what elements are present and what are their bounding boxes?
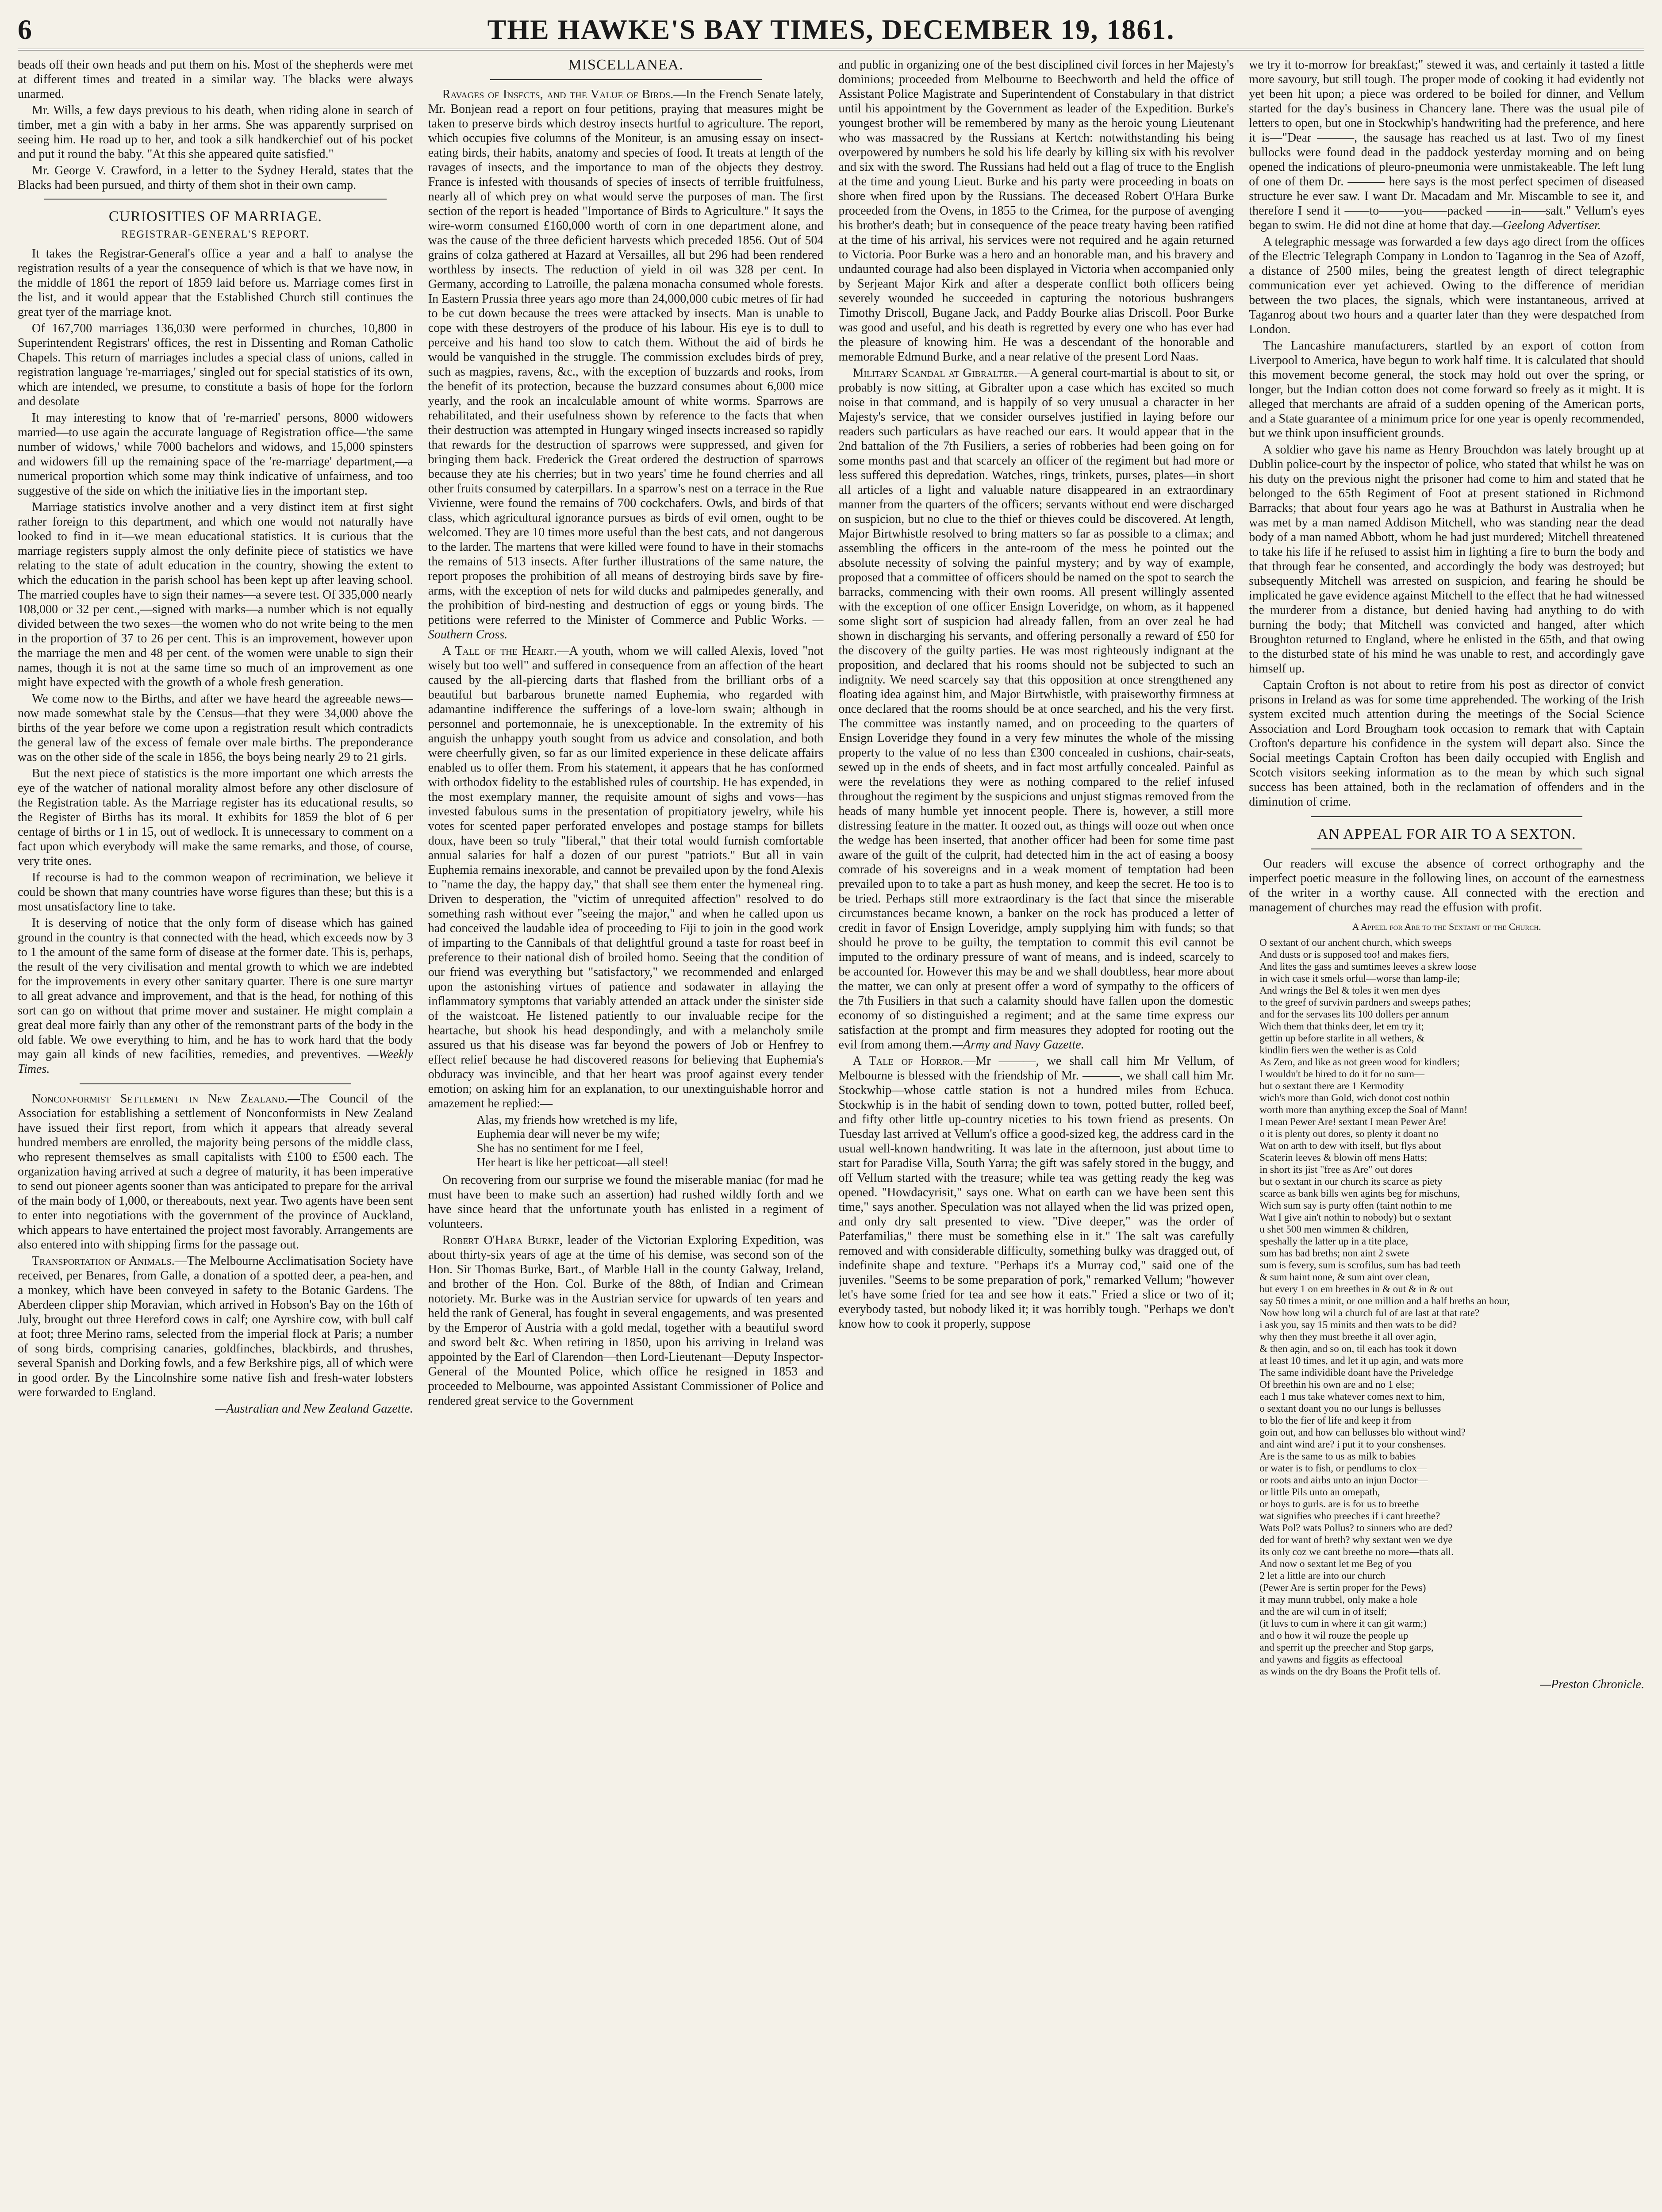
poem-line: o it is plenty out dores, so plenty it doant no: [1259, 1128, 1439, 1139]
article-paragraph: Captain Crofton is not about to retire from his post as director of convict prisons in Ireland as was for some time apprehended. The working of the Irish system excited much attention during the meetings of the Social Science Association and Lord Brougham took occasion to remark that with Captain Crofton's departure his confidence in the system will depart also. Since the Social meetings Captain Crofton has been daily occupied with English and Scotch visitors seeking information as to the mean by which such signal success has been attained, both in the reclamation of offenders and in the diminution of crime.: [1249, 678, 1644, 809]
source-credit: —Australian and New Zealand Gazette.: [215, 1402, 413, 1416]
poem-line: Wat I give ain't nothin to nobody) but o sextant: [1259, 1212, 1451, 1223]
article-continued-paragraph: beads off their own heads and put them on his. Most of the shepherds were met at different times and treated in a similar way. The blacks were always unarmed.: [18, 58, 413, 101]
article-paragraph: A telegraphic message was forwarded a few days ago direct from the offices of the Electric Telegraph Company in London to Taganrog in the Sea of Azoff, a distance of 2500 miles, being the greatest length of direct telegraphic communication ever yet achieved. Owing to the difference of meridian between the two places, the signals, which were instantaneous, arrived at Taganrog about two hours and a quarter later than they were despatched from London.: [1249, 235, 1644, 336]
poem-line: The same individible doant have the Priveledge: [1259, 1367, 1454, 1378]
divider: [1311, 816, 1582, 817]
poem-line: And now o sextant let me Beg of you: [1259, 1558, 1412, 1569]
source-credit: —Preston Chronicle.: [1540, 1678, 1644, 1691]
poem-line: o sextant doant you no our lungs is bellusses: [1259, 1403, 1441, 1414]
poem-line: (it luvs to cum in where it can git warm;): [1259, 1618, 1427, 1629]
poem-line: Now how long wil a church ful of are last at that rate?: [1259, 1307, 1480, 1318]
poem-line: gettin up before starlite in all wethers, &: [1259, 1033, 1425, 1044]
poem-line: and yawns and figgits as effectooal: [1259, 1654, 1403, 1665]
news-item-title: Robert O'Hara Burke,: [442, 1233, 563, 1247]
poem-line: 2 let a little are into our church: [1259, 1570, 1386, 1581]
news-item: [428, 87, 824, 642]
poem-title: A Appeel for Are to the Sextant of the Church.: [1352, 921, 1541, 932]
news-item-title: A Tale of Horror.: [852, 1054, 963, 1068]
divider: [44, 199, 387, 200]
article-paragraph: The Lancashire manufacturers, startled by an export of cotton from Liverpool to America, have begun to work half time. It is calculated that should this movement become general, the stock may hold out over the spring, or longer, but the Indian cotton does not come forward so freely as it might. It is alleged that merchants are afraid of a sudden opening of the American ports, and a State guarantee of a minimum price for one year is openly recommended, but we think upon insufficient grounds.: [1249, 339, 1644, 440]
article-paragraph: Marriage statistics involve another and a very distinct item at first sight rather foreign to this department, and which one would not naturally have looked to find in it—we mean educational statistics. It is curious that the marriage registers supply almost the only definite piece of statistics we have relating to the state of adult education in the country, showing the extent to which the education in the parish school has been kept up after leaving school. The married couples have to sign their names—a severe test. Of 335,000 nearly 108,000 or 32 per cent.,—signed with marks—a number which is not equally divided between the two sexes—the women who do not write being to the men in the proportion of 37 to 26 per cent. This is an improvement, however upon the marriage the men and 48 per cent. of the women were unable to sign their names, though it is not at the same time so much of an improvement as one might have expected with the growth of a whole fresh generation.: [18, 500, 413, 689]
poem-line: why then they must breethe it all over agin,: [1259, 1331, 1436, 1342]
poem-line: to blo the fier of life and keep it from: [1259, 1415, 1412, 1426]
divider: [490, 79, 762, 80]
news-item: [428, 1233, 824, 1408]
poem-line: Wich them that thinks deer, let em try it;: [1259, 1021, 1424, 1032]
verse-line: Euphemia dear will never be my wife;: [476, 1127, 660, 1141]
poem-line: or roots and airbs unto an injun Doctor—: [1259, 1475, 1428, 1486]
poem-line: Wats Pol? wats Pollus? to sinners who are ded?: [1259, 1522, 1453, 1533]
poem-line: or water is to fish, or pendlums to clox—: [1259, 1463, 1428, 1474]
poem: [1249, 937, 1644, 1677]
news-item-body: —A youth, whom we will called Alexis, loved "not wisely but too well" and suffered in consequence from an affection of the heart caused by the all-piercing darts that flashed from the brilliant orbs of a beautiful but barbarous brunette named Euphemia, who regarded with adamantine indifference the sufferings of a love-lorn swain; although in personnel and portemonnaie, he is unexceptionable. In the extremity of his anguish the unhappy youth sought from us advice and consolation, and both were cheerfully given, so far as our limited experience in these delicate affairs enabled us to offer them. From his statement, it appears that he has conformed with orthodox fidelity to the established rules of courtship. He has expended, in the most exemplary manner, the requisite amount of sighs and vows—has invested fabulous sums in the presentation of propitiatory jewelry, while his votes for scented paper perforated envelopes and postage stamps for billets doux, have been so truly "liberal," that their total would furnish comfortable annual salaries for half a dozen of our purest "patriots." But all in vain Euphemia remains inexorable, and cannot be prevailed upon by the fond Alexis to "name the day, the happy day," that shall see them enter the hymeneal ring. Driven to desperation, the "victim of unrequited affection" resolved to do something rash without ever "seeing the major," and when he called upon us had conceived the laudable idea of proceeding to Fiji to join in the good work of imparting to the Cannibals of that delightful ground a taste for roast beef in preference to their national dish of broiled homo. Seeing that the condition of our friend was everything but "satisfactory," we recommended and enlarged upon the astonishing virtues of patience and sodawater in allaying the inflammatory symptoms that variably attended an attack under the sinister side of the waistcoat. He listened patiently to our invaluable recipe for the heartache, but shook his head despondingly, and with a melancholy smile assured us that his disease was far beyond the powers of Job or Henfrey to effect relief because he had discovered reasons for believing that Euphemia's obduracy was invincible, and that her heart was proof against every tender emotion; on asking him for an explanation, to our unextinguishable horror and amazement he replied:—: [428, 644, 824, 1110]
poem-line: speshally the latter up in a tite place,: [1259, 1236, 1409, 1247]
source-credit: —Army and Navy Gazette.: [952, 1038, 1084, 1052]
poem-line: And dusts or is supposed too! and makes fiers,: [1259, 949, 1449, 960]
divider: [80, 1083, 351, 1084]
news-item-body: —The Melbourne Acclimatisation Society have received, per Benares, from Galle, a donation of a spotted deer, a pea-hen, and a monkey, which have been conveyed in safety to the Botanic Gardens. The Aberdeen clipper ship Moravian, which arrived in Hobson's Bay on the 16th of July, brought out three Hereford cows in calf; one Ayrshire cow, with bull calf at foot; three Merino rams, selected from the imperial flock at Paris; a number of song birds, comprising canaries, goldfinches, blackbirds, and thrushes, several Spanish and Dorking fowls, and a few Berkshire pigs, all of which were in good order. By the Lincolnshire some native fish and fresh-water lobsters were forwarded to England.: [18, 1254, 413, 1399]
poem-line: to the greef of survivin pardners and sweeps pathes;: [1259, 997, 1471, 1008]
news-item-body: —A general court-martial is about to sit, or probably is now sitting, at Gibralter upon a case which has excited so much noise in that command, and is happily of so very unusual a character in her Majesty's service, that we consider ourselves justified in laying before our readers such particulars as have reached our ears. It would appear that in the 2nd battalion of the 7th Fusiliers, a series of robberies had been going on for some months past and that scarcely an officer of the regiment but had more or less suffered this depredation. Watches, rings, trinkets, purses, plates—in short all articles of a light and valuable nature disappeared in an extraordinary manner from the quarters of the officers; servants without end were discharged on suspicion, but no clue to the thief or thieves could be discovered. At length, Major Birtwhistle resolved to bring matters so far as possible to a climax; and assembling the officers in the ante-room of the mess he pointed out the absolute necessity of solving the painful mystery; and by way of example, proposed that a committee of officers should be named on the spot to search the barracks, commencing with their own rooms. All present willingly assented with the exception of one officer Ensign Loveridge, on whom, as it happened some slight sort of suspicion had already fallen, from an over zeal he had shown in discharging his servants, and offering personally a reward of £50 for the discovery of the guilty parties. He was most righteously indignant at the proposition, and declared that his rooms should not be subjected to such an indignity. We need scarcely say that this opposition at once strengthened any floating idea against him, and Major Birtwhistle, with praiseworthy firmness at once declared that the rooms should be at once searched, and his the very first. The committee was instantly named, and on proceeding to the quarters of Ensign Loveridge they found in a very few minutes the whole of the missing property to the value of no less than £300 concealed in cushions, chair-seats, sewed up in the ends of sheets, and in fact most artfully concealed. Painful as were the revelations they were as nothing compared to the relief infused throughout the regiment by the suspicions and unjust stigmas removed from the heads of many humble yet innocent people. There is, however, a still more distressing feature in the matter. It oozed out, as things will ooze out when once the wedge has been inserted, that another officer had been for some time past aware of the guilt of the culprit, had detected him in the act of easing a boosy comrade of his sovereigns and in a weak moment of temptation had been prevailed upon to to take a part as hush money, and keep the secret. He too is to be tried. Perhaps still more extraordinary is the fact that since the miserable circumstances became known, a banker on the rock has produced a letter of credit in favor of Ensign Loveridge, amply supplying him with funds; so that should he prove to be guilty, the temptation to commit this evil cannot be imputed to the ordinary pressure of want of means, and is indeed, scarcely to be accounted for. However this may be and we shall doubtless, hear more about the matter, we can only at present offer a word of sympathy to the officers of the 7th Fusiliers in that such a calamity should have fallen upon the domestic economy of so distinguished a regiment; and at the same time express our satisfaction at the prompt and firm measures they adopted for rooting out the evil from among them.: [838, 366, 1234, 1052]
article-heading-appeal: AN APPEAL FOR AIR TO A SEXTON.: [1317, 826, 1576, 842]
article-paragraph: It takes the Registrar-General's office a year and a half to analyse the registration results of a year the consequence of which is that we have now, in the middle of 1861 the report of 1859 laid before us. Marriage comes first in the list, and it would appear that the Established Church still continues the great tyer of the marriage knot.: [18, 247, 413, 319]
poem-line: wich's more than Gold, wich donot cost nothin: [1259, 1092, 1450, 1103]
poem-line: and the are wil cum in of itself;: [1259, 1606, 1387, 1617]
poem-line: or boys to gurls. are is for us to breethe: [1259, 1498, 1419, 1509]
news-item: [18, 1091, 413, 1252]
source-credit: —Weekly Times.: [18, 1048, 413, 1076]
article-paragraph: On recovering from our surprise we found the miserable maniac (for mad he must have been to make such an assertion) had rushed wildly forth and we have since heard that the unfortunate youth has enlisted in a regiment of volunteers.: [428, 1173, 824, 1231]
poem-line: sum is fevery, sum is scrofilus, sum has bad teeth: [1259, 1260, 1461, 1271]
news-item-body: —Mr ———, we shall call him Mr Vellum, of Melbourne is blessed with the friendship of Mr. ———, we shall call him Mr. Stockwhip—whose cattle station is not a hundred miles from Echuca. Stockwhip is in the habit of sending down to town, potted butter, rolled beef, and fifty other little up-country niceties to his town friend as presents. On Tuesday last arrived at Vellum's office a good-sized keg, the address card in the usual well-known handwriting. It was late in the afternoon, just about time to start for Paradise Villa, South Yarra; the gift was safely stored in the buggy, and off Vellum started with the treasure; while tea was getting ready the keg was opened. "Howdacyrisit," says one. What on earth can we have been sent this time," says another. Speculation was not allayed when the lid was prized open, and only dry salt presented to view. "Dive deeper," was the order of Paterfamilias," there must be something else in it." The salt was carefully removed and with considerable difficulty, something bulky was dragged out, of indefinite shape and texture. "Perhaps it's a Murray cod," said one of the juveniles. "Seems to be some preparation of pork," remarked Vellum; "however let's have some fried for tea and see how it eats." Fried a slice or two of it; everybody tasted, but nobody liked it; it was horribly tough. "Perhaps we don't know how to cook it properly, suppose: [838, 1054, 1234, 1331]
article-continued-paragraph: [1249, 58, 1644, 233]
news-item-title: A Tale of the Heart.: [442, 644, 557, 658]
poem-line: as winds on the dry Boans the Profit tells of.: [1259, 1666, 1441, 1677]
news-item: [839, 1054, 1234, 1331]
article-paragraph: Of 167,700 marriages 136,030 were performed in churches, 10,800 in Superintendent Registrars' offices, the rest in Dissenting and Roman Catholic Chapels. This return of marriages includes a special class of unions, called in registration language 're-marriages,' singled out for special statistics of its own, which are intended, we presume, to constitute a basis of hope for the forlorn and desolate: [18, 322, 413, 408]
page-number: 6: [18, 14, 32, 45]
poem-line: Are is the same to us as milk to babies: [1259, 1451, 1416, 1462]
poem-line: worth more than anything excep the Soal of Mann!: [1259, 1104, 1468, 1115]
news-item-title: Transportation of Animals.: [32, 1254, 175, 1268]
column-1: [18, 58, 413, 2212]
poem-line: Wat on arth to dew with itself, but flys about: [1259, 1140, 1442, 1151]
news-item: [18, 1254, 413, 1400]
masthead: [18, 13, 1644, 50]
poem-line: or little Pils unto an omepath,: [1259, 1486, 1380, 1498]
verse: [428, 1113, 824, 1169]
poem-line: As Zero, and like as not green wood for kindlers;: [1259, 1056, 1460, 1068]
news-item-title: Ravages of Insects, and the Value of Birds.: [442, 88, 674, 101]
news-item-body: —The Council of the Association for establishing a settlement of Nonconformists in New Zealand have issued their first report, from which it appears that already several hundred members are enrolled, the majority being persons of the middle class, who represent themselves as small capitalists with £100 to £500 each. The organization having arrived at such a degree of maturity, it has been imperative to send out pioneer agents sooner than was anticipated to prepare for the arrival of the main body of 1,000, or thereabouts, next year. Two agents have been sent to enter into negotiations with the government of the province of Auckland, which appears to have entertained the project most favorably. Arrangements are also entered into with shipping firms for the passage out.: [18, 1092, 413, 1252]
poem-line: sum has bad breths; non aint 2 swete: [1259, 1248, 1409, 1259]
news-item-body: leader of the Victorian Exploring Expedition, was about thirty-six years of age at the time of his demise, was second son of the Hon. Sir Thomas Burke, Bart., of Marble Hall in the county Galway, Ireland, and brother of the Hon. Col. Burke of the 88th, of Indian and Crimean notoriety. Mr. Burke was in the Austrian service for upwards of ten years and held the rank of General, has fought in several engagements, and was presented by the Emperor of Austria with a gold medal, together with a beautiful sword and sword belt &c. When retiring in 1850, upon his arriving in Ireland was appointed by the Earl of Clarendon—then Lord-Lieutenant—Deputy Inspector-General of the Mounted Police, which office he resigned in 1853 and proceeded to Melbourne, was appointed Assistant Commissioner of Police and rendered great service to the Government: [428, 1233, 824, 1408]
paragraph-text: It is deserving of notice that the only form of disease which has gained ground in the country is that connected with the head, which exceeds now by 3 to 1 the amount of the same form of disease at the former date. This is, perhaps, the result of the very civilisation and mental growth to which we are indebted for the improvements in every other sanitary quarter. There is one sure martyr to all great advance and improvement, and that is the head, for nothing of this sort can go on without that prime mover and sustainer. He might complain a great deal more fairly than any other of the remonstrant parts of the body in the old fable. We owe everything to him, and he has to work hard that the body may gain all kinds of new facilities, remedies, and preventives.: [18, 916, 413, 1061]
poem-line: & sum haint none, & sum aint over clean,: [1259, 1271, 1430, 1283]
poem-line: in wich case it smels orful—worse than lamp-ile;: [1259, 973, 1460, 984]
poem-line: and for the servases lits 100 dollers per annum: [1259, 1009, 1449, 1020]
poem-line: I wouldn't be hired to do it for no sum—: [1259, 1068, 1424, 1079]
poem-line: I mean Pewer Are! sextant I mean Pewer Are!: [1259, 1116, 1447, 1127]
article-paragraph: A soldier who gave his name as Henry Brouchdon was lately brought up at Dublin police-court by the inspector of police, who stated that whilst he was on his duty on the previous night the prisoner had come to him and stated that he belonged to the 65th Regiment of Foot at present stationed in Richmond Barracks; that about four years ago he was at Bathurst in Australia when he was met by a man named Addison Mitchell, who was standing near the dead body of a man named Abbott, whom he had just murdered; Mitchell threatened to take his life if he refused to assist him in lighting a fire to burn the body and that through fear he consented, and accordingly the body was destroyed; but subsequently Mitchell was arrested on suspicion, and fearing he should be implicated he gave evidence against Mitchell to the effect that he had witnessed the murderer from a distance, but denied having had anything to do with burning the body; that Mitchell was convicted and hanged, after which Broughton returned to England, where he enlisted in the 65th, and that owing to the disturbed state of his mind he was unable to rest, and accordingly gave himself up.: [1249, 443, 1644, 676]
section-heading-miscellanea: MISCELLANEA.: [568, 58, 683, 73]
article-paragraph: But the next piece of statistics is the more important one which arrests the eye of the watcher of national morality almost before any other disclosure of the Registration table. As the Marriage register has its educational results, so the Register of Births has its moral. It exhibits for 1859 the blot of 6 per centage of births or 1 in 15, out of wedlock. It is unnecessary to comment on a fact upon which everybody will make the same remarks, and those, of course, very trite ones.: [18, 767, 413, 868]
poem-line: its only coz we cant breethe no more—thats all.: [1259, 1546, 1454, 1557]
poem-line: at least 10 times, and let it up agin, and wats more: [1259, 1355, 1463, 1366]
article-paragraph: Mr. George V. Crawford, in a letter to the Sydney Herald, states that the Blacks had been pursued, and thirty of them shot in their own camp.: [18, 164, 413, 192]
poem-line: (Pewer Are is sertin proper for the Pews): [1259, 1582, 1426, 1593]
poem-line: Wich sum say is purty offen (taint nothin to me: [1259, 1200, 1452, 1211]
article-paragraph: It may interesting to know that of 're-married' persons, 8000 widowers married—to use again the accurate language of Registration office—'the same number of widows,' while 7000 bachelors and widows, and 15,000 spinsters and widowers fill up the remaining space of the 're-marriage' department,—a numerical proportion which some may think indicative of unfairness, and too suggestive of the side on which the initiative lies in the important step.: [18, 411, 413, 498]
article-paragraph: Our readers will excuse the absence of correct orthography and the imperfect poetic measure in the following lines, on account of the earnestness of the writer in a worthy cause. All connected with the erection and management of churches may read the effusion with profit.: [1249, 857, 1644, 914]
poem-line: And lites the gass and sumtimes leeves a skrew loose: [1259, 961, 1477, 972]
column-4: [1249, 58, 1644, 2212]
poem-line: in short its jist "free as Are" out dores: [1259, 1164, 1413, 1175]
poem-line: and aint wind are? i put it to your conshenses.: [1259, 1439, 1446, 1450]
poem-line: but o sextant there are 1 Kermodity: [1259, 1080, 1404, 1091]
poem-line: and o how it wil rouze the people up: [1259, 1630, 1409, 1641]
poem-line: but o sextant in our church its scarce as piety: [1259, 1176, 1443, 1187]
columns: [18, 58, 1644, 2212]
poem-line: u shet 500 men wimmen & children,: [1259, 1224, 1409, 1235]
news-item: [839, 366, 1234, 1052]
poem-line: ded for want of breth? why sextant wen we dye: [1259, 1534, 1453, 1545]
poem-line: goin out, and how can bellusses blo without wind?: [1259, 1427, 1466, 1438]
source-credit: —Geelong Advertiser.: [1491, 219, 1601, 232]
verse-line: She has no sentiment for me I feel,: [476, 1141, 644, 1155]
poem-line: Scaterin leeves & blowin off mens Hatts;: [1259, 1152, 1428, 1163]
poem-line: say 50 times a minit, or one million and a half breths an hour,: [1259, 1295, 1510, 1306]
verse-line: Her heart is like her petticoat—all steel!: [476, 1156, 669, 1169]
poem-line: wat signifies who preeches if i cant breethe?: [1259, 1510, 1440, 1521]
article-heading-marriage: CURIOSITIES OF MARRIAGE.: [108, 208, 322, 225]
poem-line: Of breethin his own are and no 1 else;: [1259, 1379, 1415, 1390]
news-item-body: —In the French Senate lately, Mr. Bonjean read a report on four petitions, praying that measures might be taken to preserve birds which destroy insects hurtful to agriculture. The report, which occupies five columns of the Moniteur, is an amusing essay on insect-eating birds, their habits, anatomy and species of food. It treats at length of the ravages of insects, and the importance to man of the objects they destroy. France is infested with thousands of species of insects of terrible fruitfulness, nearly all of which prey on what would serve the purposes of man. The first section of the report is headed "Importance of Birds to Agriculture." It says the wire-worm consumed £160,000 worth of corn in one department alone, and was the cause of the three deficient harvests which preceded 1856. Out of 504 grains of colza gathered at Hazard at Versailles, all but 296 had been rendered worthless by insects. The reduction of yield in oil was 328 per cent. In Germany, according to Latroille, the palæna monacha consumed whole forests. In Eastern Prussia three years ago more than 24,000,000 cubic metres of fir had to be cut down because the trees were attacked by insects. Man is unable to cope with these destroyers of the produce of his labour. His eye is to dull to perceive and his hand too slow to catch them. Without the aid of birds he would be vanquished in the struggle. The commission excludes birds of prey, such as magpies, ravens, &c., with the exception of buzzards and rooks, from the benefit of its protection, because the buzzard consumes about 6,000 mice yearly, and the rook an incalculable amount of white worms. Sparrows are rehabilitated, and their usefulness shown by reference to the facts that when their destruction was attempted in Hungary winged insects increased so rapidly that rewards for the destruction of sparrows were suppressed, and given for bringing them back. Frederick the Great ordered the destruction of sparrows because they ate his cherries; but in two years' time he found cherries and all other fruits consumed by caterpillars. In a sparrow's nest on a terrace in the Rue Vivienne, were found the remains of 700 cockchafers. Owls, and birds of that class, which agricultural ignorance pursues as birds of evil omen, ought to be welcomed. They are 10 times more useful than the best cats, and not dangerous to the larder. The martens that were killed were found to have in their stomachs the remains of 513 insects. After further illustrations of the same nature, the report proposes the prohibition of all means of destroying birds save by fire-arms, with the exception of nets for wild ducks and palmipedes generally, and the prohibition of bird-nesting and destruction of eggs or young birds. The petitions were referred to the Minister of Commerce and Public Works.: [428, 88, 824, 627]
newspaper-title: THE HAWKE'S BAY TIMES, DECEMBER 19, 1861.: [487, 14, 1175, 45]
article-subheading: REGISTRAR-GENERAL'S REPORT.: [121, 229, 310, 240]
poem-line: but every 1 on em breethes in & out & in & out: [1259, 1283, 1453, 1294]
poem-line: scarce as bank bills wen agints beg for mischuns,: [1259, 1188, 1460, 1199]
poem-line: i ask you, say 15 minits and then wats to be did?: [1259, 1319, 1457, 1330]
poem-line: kindlin fiers wen the wether is as Cold: [1259, 1045, 1416, 1056]
poem-line: O sextant of our anchent church, which sweeps: [1259, 937, 1452, 948]
poem-line: it may munn trubbel, only make a hole: [1259, 1594, 1417, 1605]
news-item-title: Military Scandal at Gibralter.: [852, 366, 1017, 380]
poem-line: & then agin, and so on, til each has took it down: [1259, 1343, 1457, 1354]
article-continued-paragraph: and public in organizing one of the best disciplined civil forces in her Majesty's dominions; proceeded from Melbourne to Beechworth and held the office of Assistant Police Magistrate and Superintendent of Constabulary in that district until his appointment by the Government as leader of the Expedition. Burke's youngest brother will be remembered by many as the heroic young Lieutenant who was massacred by the Russians at Kertch: notwithstanding his being overpowered by numbers he sold his life dearly by killing six with his revolver and six with the sword. The Russians had held out a flag of truce to the English at the time and young Lieut. Burke and his party were proceeding in boats on shore when fired upon by the Russians. The deceased Robert O'Hara Burke proceeded from the Ovens, in 1855 to the Crimea, for the purpose of avenging his brother's death; but in consequence of the peace treaty having been ratified at the time of his arrival, his services were not required and he again returned to Victoria. Poor Burke was a hero and an honorable man, and his bravery and undaunted courage had also been displayed in Victoria when accompanied only by Serjeant Major Kirk and after a desperate conflict both officers being severely wounded he succeeded in capturing the notorious bushrangers Timothy Driscoll, Bugane Jack, and Paddy Bourke alias Driscoll. Poor Burke was good and useful, and his death is regretted by every one who has ever had the pleasure of knowing him. He was a descendant of the honorable and memorable Edmund Burke, and a near relative of the present Lord Naas.: [838, 58, 1234, 364]
article-paragraph: We come now to the Births, and after we have heard the agreeable news—now made somewhat stale by the Census—that they were 34,000 above the births of the year before we come upon a registration result which contradicts the general law of the excess of female over male births. The preponderance was on the other side of the scale in 1856, the boys being nearly 29 to 21 girls.: [18, 692, 413, 764]
article-paragraph: Mr. Wills, a few days previous to his death, when riding alone in search of timber, met a gin with a baby in her arms. She was apparently surprised on seeing him. He road up to her, and took a silk handkerchief out of his pocket and put it round the baby. "At this she appeared quite satisfied.": [18, 104, 413, 161]
paragraph-text: we try it to-morrow for breakfast;" stewed it was, and certainly it tasted a little more savoury, but still tough. The proper mode of cooking it had evidently not yet been hit upon; a piece was ordered to be boiled for dinner, and Vellum started for the day's business in Chancery lane. There was the usual pile of letters to open, but one in Stockwhip's handwriting had the preference, and here it is—"Dear ———, the sausage has reached us at last. Two of my finest bullocks were found dead in the paddock yesterday morning and on being opened the indications of pleuro-pneumonia were unmistakeable. The left lung of one of them Dr. ——— here says is the most perfect specimen of diseased structure he ever saw. I want Dr. Macadam and Mr. Miscamble to see it, and therefore I send it ——to——you——packed ——in——salt." Vellum's eyes began to swim. He did not dine at home that day.: [1249, 58, 1644, 232]
article-paragraph: [18, 916, 413, 1076]
column-3: [839, 58, 1234, 2212]
article-paragraph: If recourse is had to the common weapon of recrimination, we believe it could be shown that many countries have worse figures than these; but this is a most unsatisfactory line to take.: [18, 871, 413, 914]
news-item: [428, 644, 824, 1111]
news-item-title: Nonconformist Settlement in New Zealand.: [32, 1092, 288, 1106]
poem-line: each 1 mus take whatever comes next to him,: [1259, 1391, 1445, 1402]
source-credit: —Southern Cross.: [428, 613, 824, 641]
poem-line: and sperrit up the preecher and Stop garps,: [1259, 1642, 1434, 1653]
verse-line: Alas, my friends how wretched is my life,: [476, 1113, 678, 1126]
poem-line: And wrings the Bel & toles it wen men dyes: [1259, 985, 1440, 996]
column-2: [428, 58, 824, 2212]
